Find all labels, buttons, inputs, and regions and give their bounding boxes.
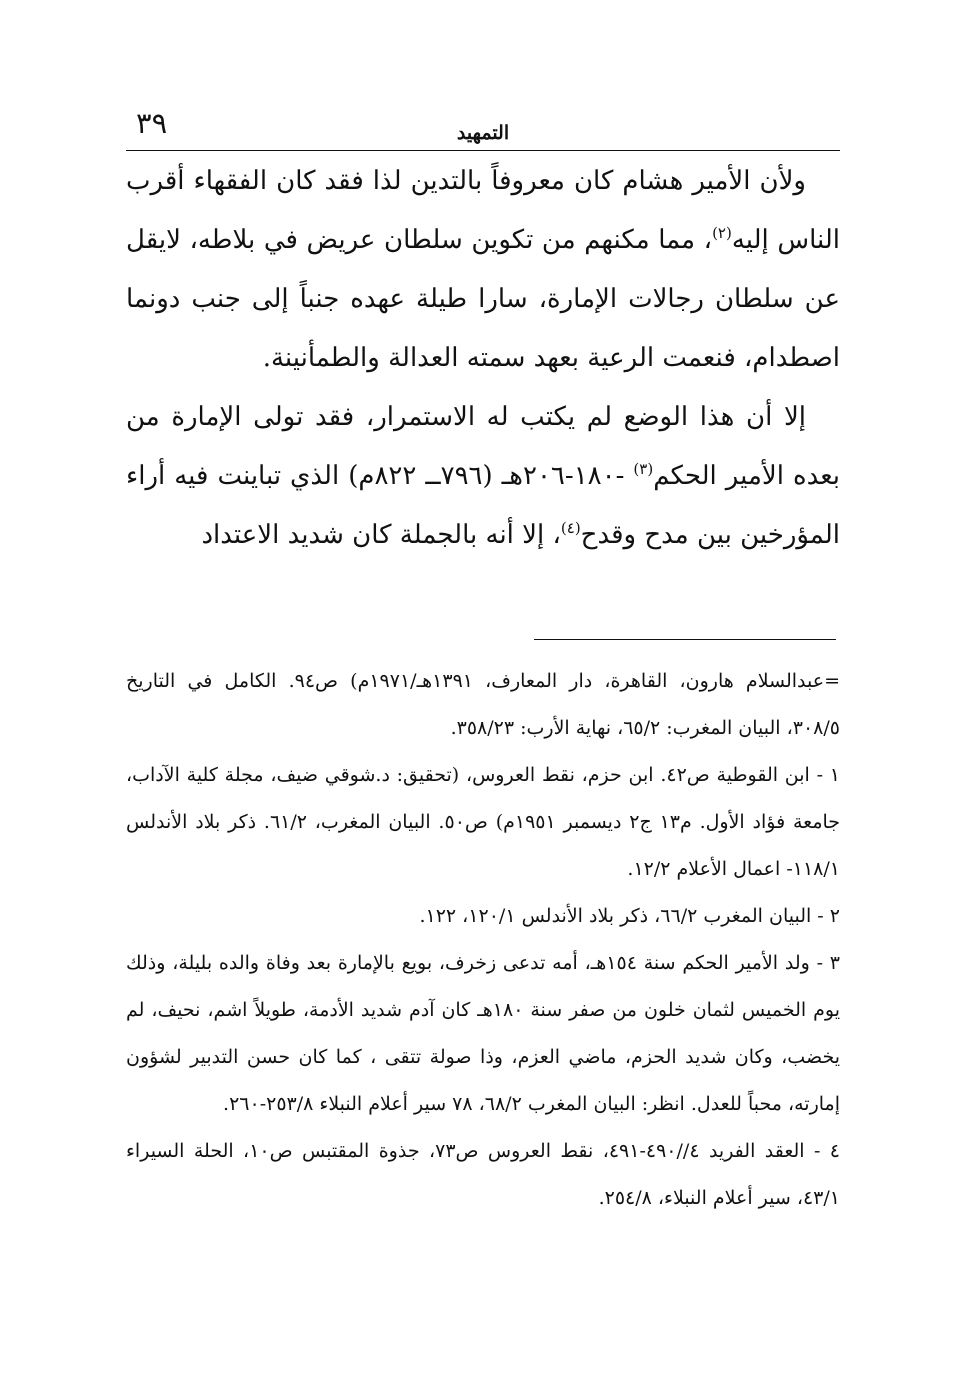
footnote-1: ١ - ابن القوطية ص٤٢. ابن حزم، نقط العروس، (تحقيق: د.شوقي ضيف، مجلة كلية الآداب، جامعة فؤاد الأول. م١٣ ج٢ ديسمبر ١٩٥١م) ص٥٠. البيان المغرب، ٦١/٢. ذكر بلاد الأندلس ١١٨/١- اعمال الأعلام ١٢/٢. [126, 764, 841, 880]
footnote-2: ٢ - البيان المغرب ٦٦/٢، ذكر بلاد الأندلس ١٢٠/١، ١٢٢. [419, 905, 840, 927]
footnote-continued: =عبدالسلام هارون، القاهرة، دار المعارف، ١٣٩١هـ/١٩٧١م) ص٩٤. الكامل في التاريخ ٣٠٨/٥، البيان المغرب: ٦٥/٢، نهاية الأرب: ٣٥٨/٢٣. [126, 670, 841, 739]
paragraph-2-text: إلا أن هذا الوضع لم يكتب له الاستمرار، فقد تولى الإمارة من بعده الأمير الحكم [126, 402, 840, 491]
footnote-3: ٣ - ولد الأمير الحكم سنة ١٥٤هـ، أمه تدعى زخرف، بويع بالإمارة بعد وفاة والده بليلة، وذلك يوم الخميس لثمان خلون من صفر سنة ١٨٠هـ كان آدم شديد الأدمة، طويلاً اشم، نحيف، لم يخضب، وكان شديد الحزم، ماضي العزم، وذا صولة تتقى ، كما كان حسن التدبير لشؤون إمارته، محباً للعدل. انظر: البيان المغرب ٦٨/٢، ٧٨ سير أعلام النبلاء ٢٥٣/٨-٢٦٠. [126, 952, 840, 1115]
paragraph-2 [126, 388, 840, 565]
paragraph-1 [126, 152, 840, 388]
footnote-ref-3: (٣) [633, 460, 654, 478]
main-text [126, 152, 840, 565]
running-title: التمهيد [456, 122, 510, 144]
footnotes [126, 658, 840, 1222]
paragraph-1-text: ولأن الأمير هشام كان معروفاً بالتدين لذا فقد كان الفقهاء أقرب الناس إليه [126, 166, 840, 255]
footnote-ref-2: (٢) [712, 224, 732, 242]
paragraph-2-continuation: ، إلا أنه بالجملة كان شديد الاعتداد [201, 520, 561, 550]
page-header [126, 106, 840, 151]
footnote-4: ٤ - العقد الفريد ٤//٤٩٠-٤٩١، نقط العروس ص٧٣، جذوة المقتبس ص١٠، الحلة السيراء ٤٣/١، سير أعلام النبلاء، ٢٥٤/٨. [126, 1140, 841, 1209]
paragraph-1-continuation: ، مما مكنهم من تكوين سلطان عريض في بلاطه، لايقل عن سلطان رجالات الإمارة، سارا طيلة عهده جنباً إلى جنب دونما اصطدام، فنعمت الرعية بعهد سمته العدالة والطمأنينة. [126, 225, 840, 373]
paragraph-2-middle: -١٨٠-٢٠٦هـ (٧٩٦ــ ٨٢٢م) الذي تباينت فيه أراء المؤرخين بين مدح وقدح [126, 461, 840, 550]
page-number: ٣٩ [136, 106, 168, 140]
footnote-ref-4: (٤) [560, 519, 581, 537]
footnote-separator [534, 639, 836, 640]
